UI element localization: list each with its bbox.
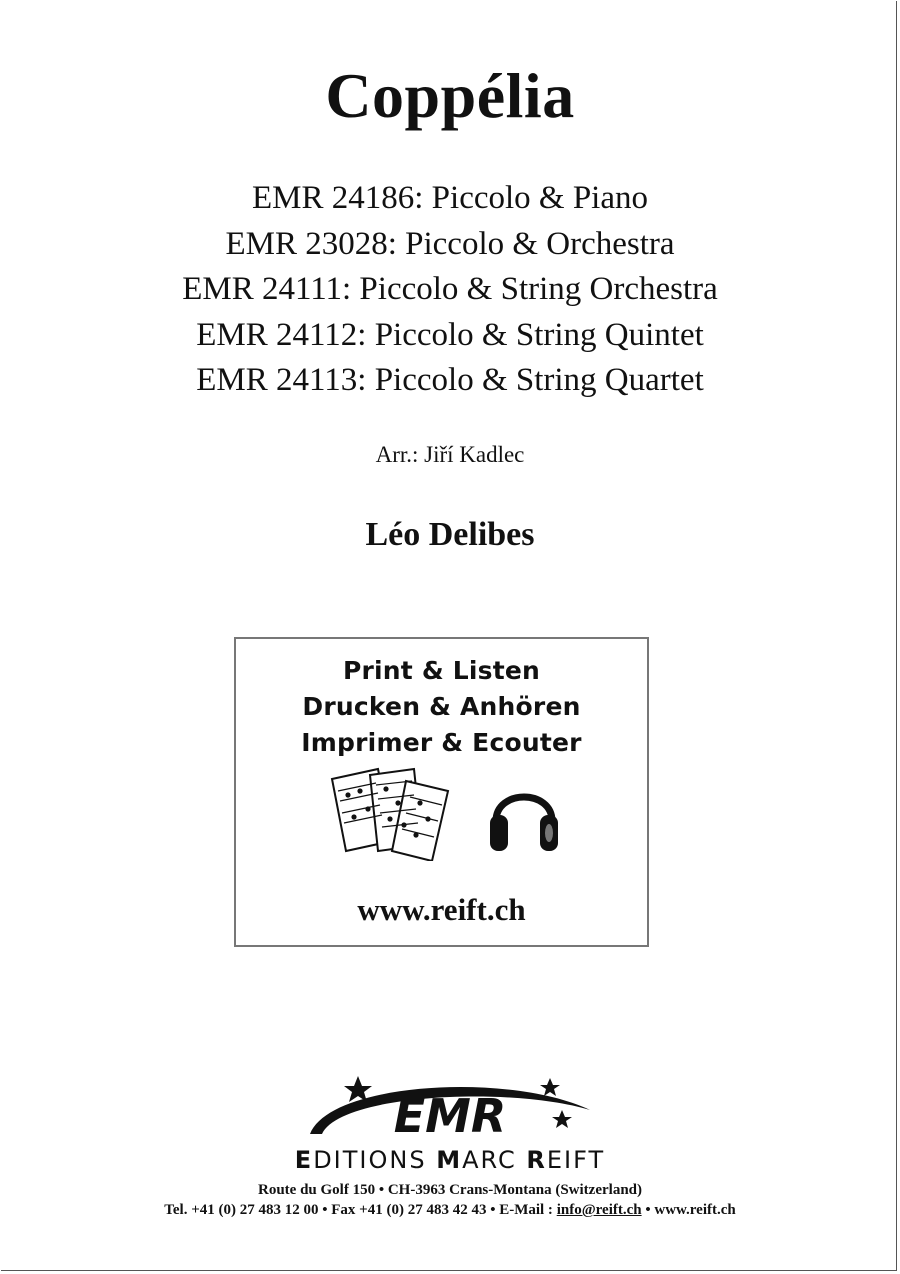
name-initial: M: [436, 1146, 463, 1174]
composer-name: Léo Delibes: [365, 516, 535, 553]
promo-line-en: Print & Listen: [342, 656, 541, 685]
name-rest: DITIONS: [313, 1146, 437, 1174]
publisher-contact: [0, 1200, 900, 1221]
promo-icons: [236, 765, 647, 865]
name-initial: R: [526, 1146, 547, 1174]
emr-logo: [300, 1072, 600, 1148]
promo-line-fr: Imprimer & Ecouter: [301, 728, 582, 757]
page-title: Coppélia: [325, 60, 575, 131]
edition-item: EMR 24112: Piccolo & String Quintet: [196, 316, 704, 353]
promo-url[interactable]: www.reift.ch: [357, 892, 526, 927]
emr-logo-graphic: [300, 1072, 600, 1148]
edition-item: EMR 24186: Piccolo & Piano: [252, 180, 648, 216]
contact-phone-fax: Tel. +41 (0) 27 483 12 00 • Fax +41 (0) 27 483 42 43 • E-Mail :: [164, 1202, 557, 1218]
edition-list: [0, 176, 900, 404]
edition-item: EMR 24113: Piccolo & String Quartet: [196, 362, 704, 398]
name-initial: E: [294, 1146, 314, 1174]
edition-item: EMR 24111: Piccolo & String Orchestra: [182, 271, 718, 307]
emr-logo-text: EMR: [393, 1089, 507, 1143]
contact-website: • www.reift.ch: [641, 1202, 736, 1218]
arranger-credit: Arr.: Jiří Kadlec: [375, 442, 525, 467]
promo-line-de: Drucken & Anhören: [302, 692, 581, 721]
promo-lines: [236, 639, 647, 761]
headphones-icon: [488, 775, 560, 855]
email-link[interactable]: info@reift.ch: [556, 1202, 642, 1218]
edition-item: EMR 23028: Piccolo & Orchestra: [225, 225, 675, 262]
name-rest: ARC: [462, 1146, 527, 1174]
sheet-music-icon: [326, 765, 456, 861]
publisher-name: [0, 1146, 900, 1174]
print-listen-box: [234, 637, 649, 947]
name-rest: EIFT: [546, 1146, 606, 1174]
publisher-address: Route du Golf 150 • CH-3963 Crans-Montana (Switzerland): [258, 1182, 642, 1198]
